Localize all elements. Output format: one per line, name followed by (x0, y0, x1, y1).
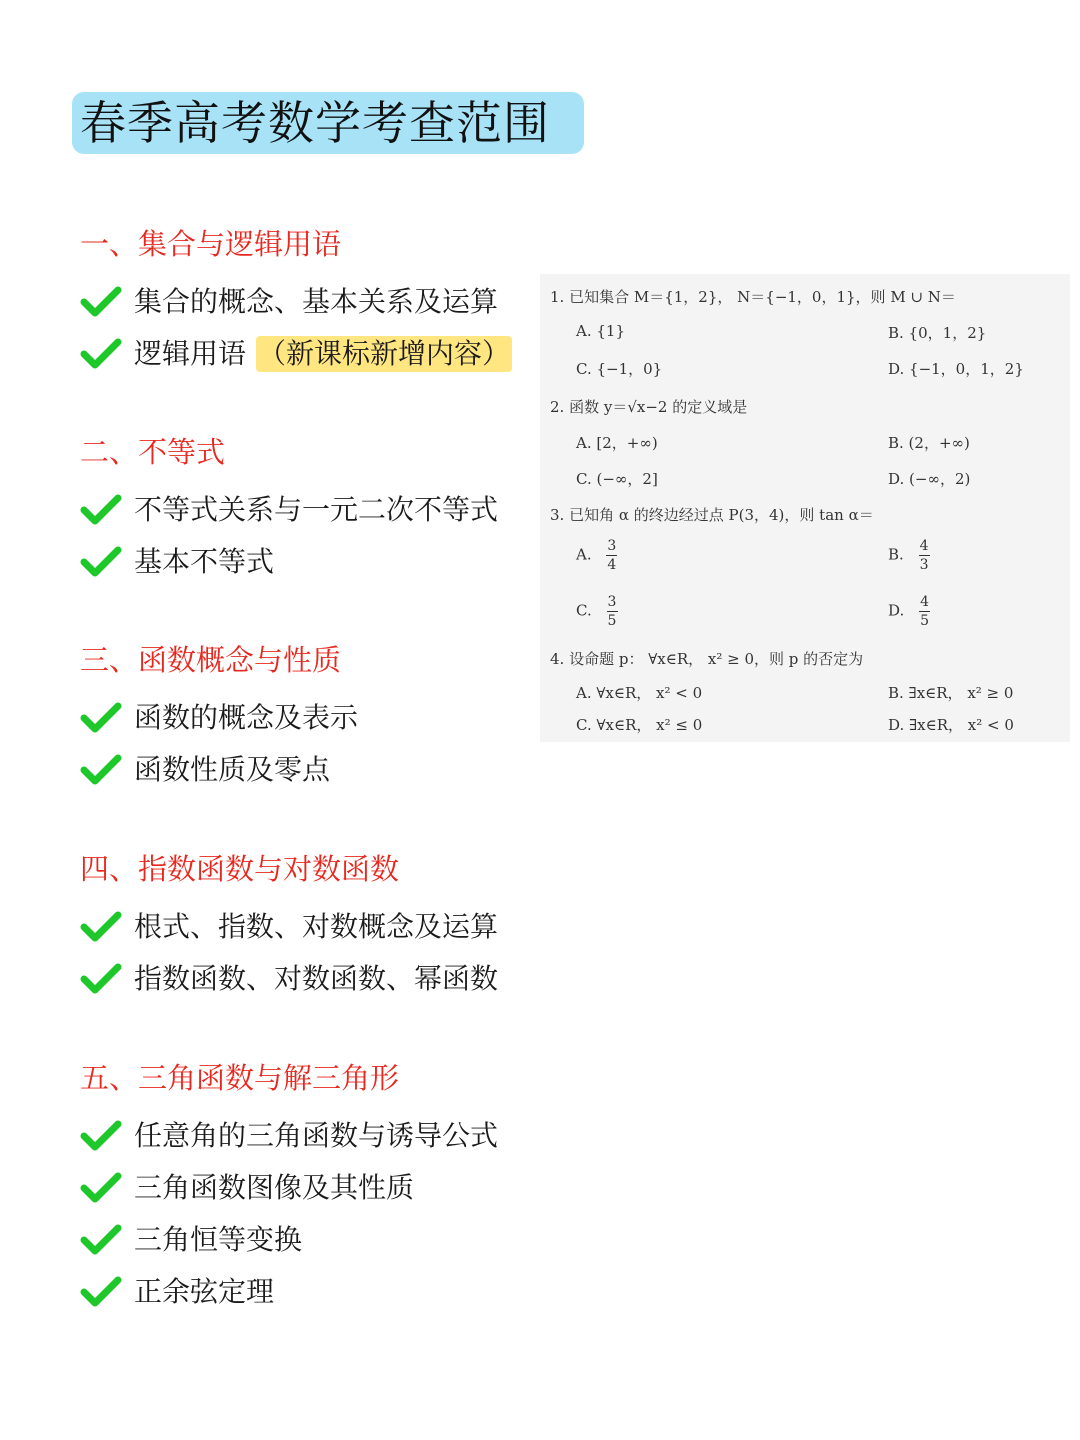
option-label: C. (576, 601, 592, 620)
option-c: C. ∀x∈R， x² ≤ 0 (576, 716, 703, 734)
numerator: 4 (920, 594, 929, 610)
section-heading: 三、函数概念与性质 (80, 643, 342, 677)
item-text: 任意角的三角函数与诱导公式 (134, 1119, 499, 1152)
section-inequalities (80, 432, 540, 588)
page-title: 春季高考数学考查范围 (80, 96, 550, 150)
check-icon (80, 909, 122, 945)
numerator: 4 (919, 538, 929, 554)
list-item (80, 1266, 540, 1318)
list-item (80, 692, 540, 744)
fraction-bar (606, 555, 617, 556)
question-stem: 3. 已知角 α 的终边经过点 P(3，4)，则 tan α＝ (550, 506, 874, 524)
question-stem: 2. 函数 y＝√x−2 的定义域是 (550, 398, 748, 416)
section-heading: 五、三角函数与解三角形 (80, 1061, 400, 1095)
denominator: 3 (919, 557, 929, 573)
check-icon (80, 752, 122, 788)
check-icon (80, 1118, 122, 1154)
option-d (888, 594, 930, 629)
page-title-badge (72, 92, 584, 154)
section-functions (80, 640, 540, 796)
option-a: A. ∀x∈R， x² < 0 (576, 684, 703, 702)
list-item (80, 1214, 540, 1266)
section-heading: 二、不等式 (80, 435, 226, 469)
item-text: 集合的概念、基本关系及运算 (134, 285, 499, 318)
option-a: A. [2，+∞) (576, 434, 658, 452)
exam-sample-panel (540, 274, 1070, 742)
section-exp-log (80, 849, 540, 1005)
numerator: 3 (607, 594, 617, 610)
item-text: 基本不等式 (134, 545, 275, 578)
option-b: B. ∃x∈R， x² ≥ 0 (888, 684, 1014, 702)
option-c: C. {−1，0} (576, 360, 663, 378)
fraction-bar (607, 611, 618, 612)
question-stem: 1. 已知集合 M＝{1，2}， N＝{−1，0，1}，则 M ∪ N＝ (550, 288, 956, 306)
option-label: D. (888, 601, 905, 620)
check-icon (80, 1274, 122, 1310)
option-c: C. (−∞，2] (576, 470, 658, 488)
fraction (606, 538, 617, 573)
item-text: 函数性质及零点 (134, 753, 331, 786)
list-item (80, 484, 540, 536)
check-icon (80, 700, 122, 736)
fraction (919, 594, 930, 629)
list-item (80, 744, 540, 796)
numerator: 3 (607, 538, 617, 554)
check-icon (80, 336, 122, 372)
denominator: 4 (607, 557, 617, 573)
list-item (80, 328, 540, 380)
list-item (80, 1110, 540, 1162)
item-text: 根式、指数、对数概念及运算 (134, 910, 499, 943)
list-item (80, 536, 540, 588)
fraction-bar (919, 611, 930, 612)
item-text: 逻辑用语 (134, 337, 247, 370)
check-icon (80, 961, 122, 997)
option-label: B. (888, 545, 904, 564)
check-icon (80, 284, 122, 320)
item-text: 三角函数图像及其性质 (134, 1171, 415, 1204)
denominator: 5 (607, 613, 617, 629)
section-heading: 四、指数函数与对数函数 (80, 852, 400, 886)
section-heading: 一、集合与逻辑用语 (80, 227, 342, 261)
list-item (80, 1162, 540, 1214)
item-text: 三角恒等变换 (134, 1223, 303, 1256)
check-icon (80, 492, 122, 528)
option-b (888, 538, 930, 573)
list-item (80, 953, 540, 1005)
check-icon (80, 1170, 122, 1206)
option-b: B. (2，+∞) (888, 434, 970, 452)
section-trig (80, 1058, 540, 1318)
option-d: D. {−1，0，1，2} (888, 360, 1024, 378)
fraction-bar (919, 555, 930, 556)
question-stem: 4. 设命题 p： ∀x∈R， x² ≥ 0，则 p 的否定为 (550, 650, 864, 668)
item-text: 函数的概念及表示 (134, 701, 359, 734)
option-d: D. (−∞，2) (888, 470, 971, 488)
option-label: A. (576, 545, 592, 564)
check-icon (80, 544, 122, 580)
list-item (80, 276, 540, 328)
option-c (576, 594, 618, 629)
list-item (80, 901, 540, 953)
section-sets-logic (80, 224, 540, 380)
fraction (919, 538, 930, 573)
item-text: 指数函数、对数函数、幂函数 (134, 962, 499, 995)
new-content-highlight: （新课标新增内容） (258, 337, 511, 370)
fraction (607, 594, 618, 629)
denominator: 5 (920, 613, 929, 629)
check-icon (80, 1222, 122, 1258)
option-a: A. {1} (576, 322, 625, 340)
option-b: B. {0，1，2} (888, 324, 987, 342)
item-text: 不等式关系与一元二次不等式 (134, 493, 499, 526)
option-d: D. ∃x∈R， x² < 0 (888, 716, 1014, 734)
item-text: 正余弦定理 (134, 1275, 275, 1308)
option-a (576, 538, 617, 573)
